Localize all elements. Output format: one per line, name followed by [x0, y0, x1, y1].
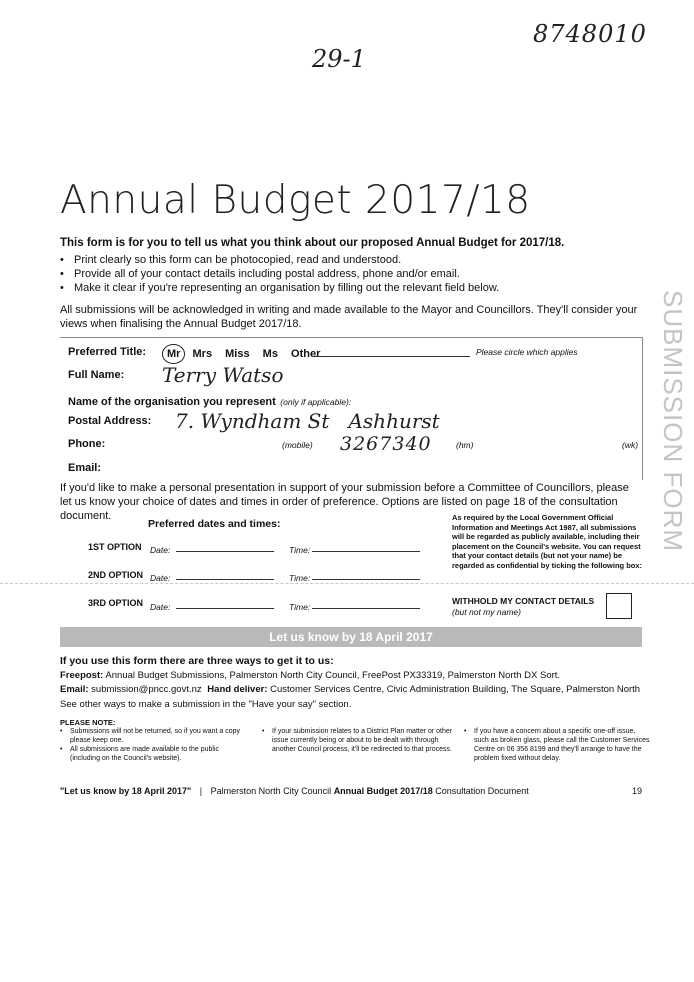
dates-heading: Preferred dates and times: [148, 518, 281, 530]
circle-note: Please circle which applies [476, 347, 578, 357]
hand-deliver-address: Customer Services Centre, Civic Administration Building, The Square, Palmerston North [270, 684, 641, 695]
freepost-address: Annual Budget Submissions, Palmerston North City Council, FreePost PX33319, Palmerston North DX Sort. [105, 670, 561, 681]
title-option-mr[interactable]: Mr [162, 344, 185, 364]
postal-address-value[interactable]: 7. Wyndham St Ashhurst [175, 409, 440, 433]
ways-heading: If you use this form there are three ways to get it to us: [60, 655, 334, 667]
submission-email-label: Email: [60, 684, 89, 695]
footer-tagline: "Let us know by 18 April 2017" [60, 786, 192, 796]
organisation-label-text: Name of the organisation you represent [68, 396, 276, 408]
footer-council: Palmerston North City Council [210, 786, 332, 796]
footer-separator: | [199, 786, 203, 796]
instruction-list [60, 253, 499, 295]
scan-line [0, 583, 694, 584]
hand-deliver-label: Hand deliver: [207, 684, 268, 695]
option-label-1: 1ST OPTION [88, 542, 142, 552]
time-line-2[interactable] [312, 579, 420, 580]
title-option-mrs[interactable]: Mrs [192, 348, 213, 360]
page-footer [60, 786, 642, 796]
time-line-1[interactable] [312, 551, 420, 552]
date-label-3: Date: [150, 602, 171, 612]
handwritten-page-mark: 29-1 [312, 45, 366, 73]
footer-doc-title: Annual Budget 2017/18 [333, 786, 433, 796]
sidebar-text: SUBMISSION FORM [658, 290, 688, 553]
phone-work-tag: (wk) [622, 440, 639, 450]
preferred-title-label: Preferred Title: [68, 346, 147, 358]
intro-text: This form is for you to tell us what you think about our proposed Annual Budget for 2017/18. [60, 237, 565, 249]
deadline-banner: Let us know by 18 April 2017 [60, 627, 642, 647]
time-label-3: Time: [289, 602, 311, 612]
note-col-1 [60, 727, 250, 763]
instruction-item: • Make it clear if you're representing an organisation by filling out the relevant field below. [60, 281, 499, 295]
full-name-label: Full Name: [68, 369, 125, 381]
page-number: 19 [631, 786, 642, 796]
privacy-text: As required by the Local Government Official Information and Meetings Act 1987, all submissions will be regarded as publicly available, including their placement on the Council's website. You can request that your contact details (but not your name) be regarded as confidential by ticking the following box: [452, 513, 643, 570]
notes-heading: PLEASE NOTE: [60, 718, 116, 727]
organisation-label [68, 392, 351, 410]
full-name-value[interactable]: Terry Watso [162, 363, 284, 387]
other-title-line[interactable] [312, 356, 470, 357]
note-item: • All submissions are made available to the public (including on the Council's website). [60, 746, 220, 762]
title-option-other[interactable]: Other [291, 348, 321, 360]
withhold-note: (but not my name) [452, 607, 521, 617]
freepost-label: Freepost: [60, 670, 104, 681]
page-title: Annual Budget 2017/18 [60, 178, 531, 223]
time-label-2: Time: [289, 573, 311, 583]
note-item: • Submissions will not be returned, so if you want a copy please keep one. [60, 728, 241, 744]
other-ways-text: See other ways to make a submission in the "Have your say" section. [60, 699, 352, 710]
email-label: Email: [68, 462, 102, 474]
phone-label: Phone: [68, 438, 106, 450]
option-label-3: 3RD OPTION [88, 598, 144, 608]
acknowledge-text: All submissions will be acknowledged in writing and made available to the Mayor and Councillors. They'll consider your views when finalising the Annual Budget 2017/18. [60, 304, 638, 330]
date-line-2[interactable] [176, 579, 274, 580]
organisation-note: (only if applicable): [280, 397, 352, 407]
date-label-1: Date: [150, 545, 171, 555]
time-label-1: Time: [289, 545, 311, 555]
title-options[interactable] [162, 344, 320, 364]
time-line-3[interactable] [312, 608, 420, 609]
withhold-checkbox[interactable] [606, 593, 632, 619]
date-line-3[interactable] [176, 608, 274, 609]
option-label-2: 2ND OPTION [88, 570, 144, 580]
note-col-2: • If your submission relates to a District Plan matter or other issue currently being or about to be dealt with through another Council process, it'll be redirected to that process. [262, 728, 453, 753]
phone-mobile-tag: (mobile) [282, 440, 313, 450]
phone-home-tag: (hm) [456, 440, 474, 450]
submission-email-link[interactable]: submission@pncc.govt.nz [91, 684, 202, 695]
note-col-3: • If you have a concern about a specific one-off issue, such as broken glass, please call the Customer Services Centre on 06 356 8199 and they'll arrange to have the problem fixed without delay. [464, 728, 650, 762]
instruction-item: • Print clearly so this form can be photocopied, read and understood. [60, 253, 499, 267]
title-option-miss[interactable]: Miss [225, 348, 250, 360]
presentation-text: If you'd like to make a personal presentation in support of your submission before a Committee of Councillors, please let us know your choice of dates and times in order of preference. Options are listed on page 18 of the consultation document. [60, 482, 629, 522]
title-option-ms[interactable]: Ms [262, 348, 278, 360]
email-deliver-line [60, 684, 640, 695]
submission-form-sidebar [652, 290, 692, 553]
freepost-line [60, 670, 560, 681]
instruction-item: • Provide all of your contact details including postal address, phone and/or email. [60, 267, 499, 281]
withhold-label: WITHHOLD MY CONTACT DETAILS [452, 596, 595, 606]
date-line-1[interactable] [176, 551, 274, 552]
handwritten-ref-number: 8748010 [533, 20, 647, 48]
postal-address-label: Postal Address: [68, 415, 152, 427]
date-label-2: Date: [150, 573, 171, 583]
phone-home-value[interactable]: 3267340 [340, 433, 432, 455]
footer-doc-suffix: Consultation Document [435, 786, 529, 796]
